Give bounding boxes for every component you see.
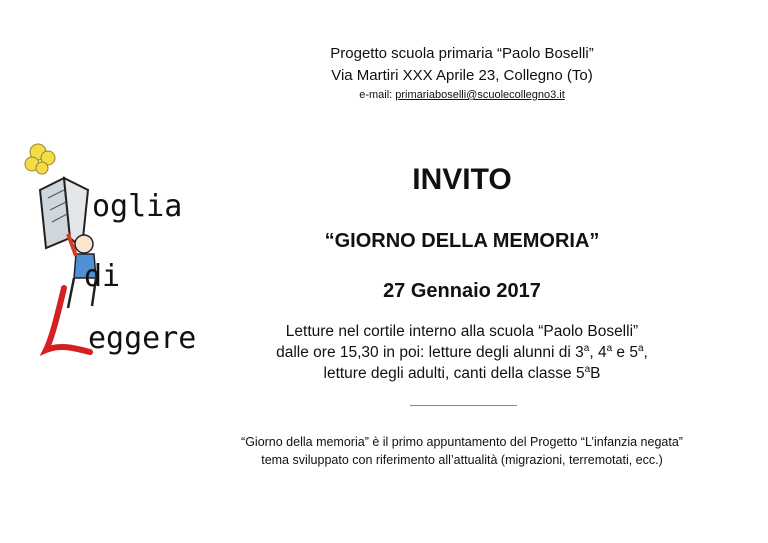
details-line-3: letture degli adulti, canti della classe 5$^a$B — [323, 364, 601, 382]
logo-word-di: di — [84, 259, 121, 294]
school-email — [160, 88, 764, 102]
details-line-1: Letture nel cortile interno alla scuola “Paolo Boselli” — [285, 323, 639, 340]
divider — [410, 405, 517, 406]
invite-title: INVITO — [412, 163, 512, 196]
school-name: Progetto scuola primaria “Paolo Boselli” — [330, 45, 594, 62]
red-letter-l-icon — [46, 288, 90, 352]
footer-line-1: “Giorno della memoria” è il primo appuntamento del Progetto “L’infanzia negata” — [241, 435, 683, 449]
yellow-flower-icon — [25, 144, 55, 174]
logo-word-eggere: eggere — [88, 321, 197, 356]
logo-word-oglia: oglia — [92, 189, 183, 224]
details-line-2: dalle ore 15,30 in poi: letture degli alunni di 3$^a$, 4$^a$ e 5$^a$, — [276, 343, 648, 361]
school-address: Via Martiri XXX Aprile 23, Collegno (To) — [331, 67, 593, 84]
event-date: 27 Gennaio 2017 — [383, 280, 541, 302]
event-name: “GIORNO DELLA MEMORIA” — [324, 230, 600, 252]
email-label: e-mail: — [359, 89, 396, 101]
footer-line-2: tema sviluppato con riferimento all’attualità (migrazioni, terremotati, ecc.) — [261, 453, 663, 467]
email-link[interactable]: primariaboselli@scuolecollegno3.it — [395, 89, 565, 101]
